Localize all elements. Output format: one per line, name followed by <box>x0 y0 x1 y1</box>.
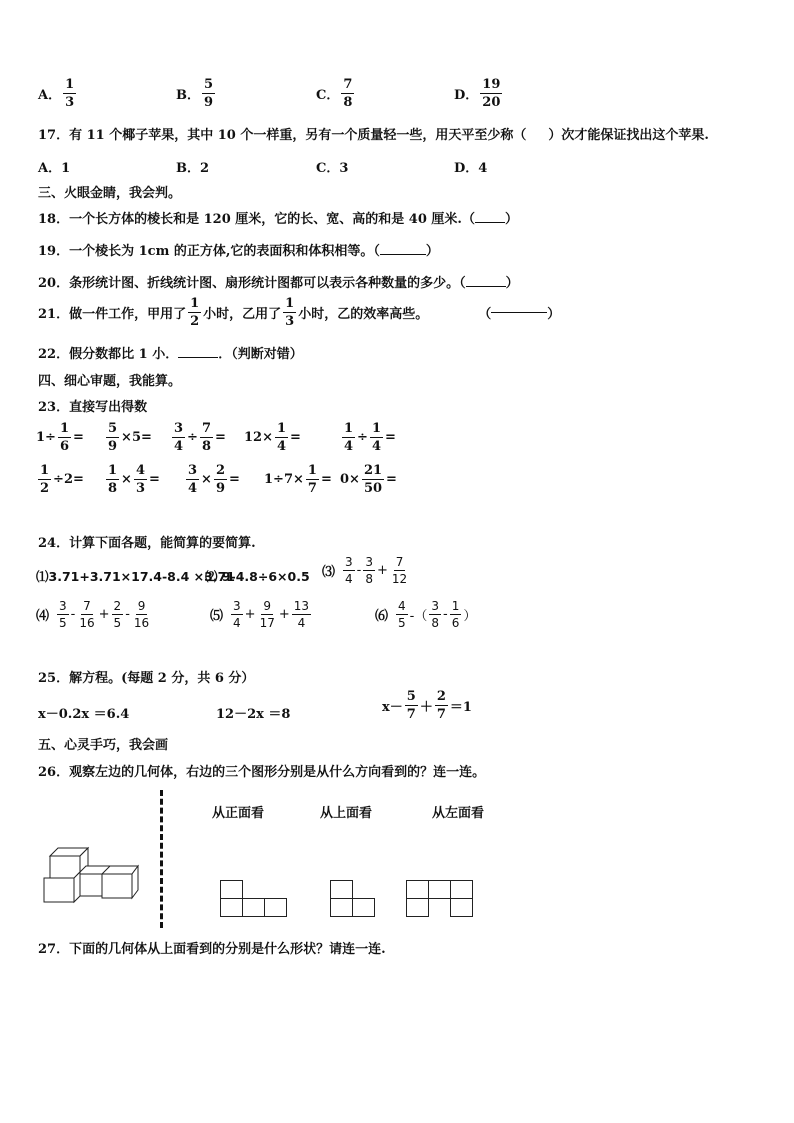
q23-expr: $\frac{1}{8}$ × $\frac{4}{3}$ = <box>108 463 160 496</box>
q24-part-4: ⑷ $\frac{3}{5}$ - $\frac{7}{16}$ + $\frac{2}{5}$ - $\frac{9}{16}$ <box>36 599 150 630</box>
q16-option-a[interactable]: A． $\frac{1}{3}$ <box>38 77 75 110</box>
grid-square <box>242 898 265 917</box>
q23-expr: 0× $\frac{21}{50}$ = <box>340 463 397 496</box>
view-label-left[interactable]: 从左面看 <box>432 806 485 821</box>
q17-option-a[interactable]: A．1 <box>38 161 71 176</box>
fraction: $\frac{7}{8}$ <box>343 77 353 110</box>
grid-square <box>330 880 353 899</box>
q17-option-d[interactable]: D．4 <box>454 161 488 176</box>
q16-option-c[interactable]: C． $\frac{7}{8}$ <box>316 77 353 110</box>
q24-part-6: ⑹ $\frac{4}{5}$ -（ $\frac{3}{8}$ - $\frac{1}{6}$ ） <box>375 599 477 630</box>
answer-blank[interactable] <box>491 312 547 313</box>
q23-expr: $\frac{3}{4}$ × $\frac{2}{9}$ = <box>188 463 240 496</box>
q17-question: 17．有 11 个椰子苹果，其中 10 个一样重，另有一个质量轻一些，用天平至少称（ ）次才能保证找出这个苹果. <box>38 128 709 143</box>
answer-blank[interactable] <box>178 357 218 358</box>
q25-equation-1: x－0.2x ＝6.4 <box>38 707 130 722</box>
answer-blank[interactable] <box>475 222 505 223</box>
q24-part-3: ⑶ $\frac{3}{4}$ - $\frac{3}{8}$ + $\frac{7}{12}$ <box>322 555 408 586</box>
fraction: $\frac{1}{3}$ <box>65 77 75 110</box>
grid-square <box>352 898 375 917</box>
answer-blank[interactable] <box>466 286 506 287</box>
cube-stack-drawing <box>40 842 145 908</box>
q21-question: 21．做一件工作，甲用了 $\frac{1}{2}$ 小时，乙用了 $\frac{1}{3}$ 小时，乙的效率高些。 （ ） <box>38 296 561 329</box>
fraction: $\frac{19}{20}$ <box>482 77 501 110</box>
q22-question: 22．假分数都比 1 小． ．（判断对错） <box>38 347 303 362</box>
q26-title: 26．观察左边的几何体，右边的三个图形分别是从什么方向看到的？连一连。 <box>38 765 486 780</box>
q23-expr: $\frac{3}{4}$ ÷ $\frac{7}{8}$ = <box>174 421 226 454</box>
grid-square <box>406 880 429 899</box>
q23-title: 23．直接写出得数 <box>38 400 148 415</box>
fraction: $\frac{1}{2}$ <box>190 296 200 329</box>
q25-equation-2: 12－2x ＝8 <box>216 707 291 722</box>
grid-square <box>330 898 353 917</box>
q23-expr: $\frac{1}{4}$ ÷ $\frac{1}{4}$ = <box>344 421 396 454</box>
section-heading-4: 四、细心审题，我能算。 <box>38 374 182 389</box>
fraction: $\frac{1}{3}$ <box>285 296 295 329</box>
grid-square <box>220 898 243 917</box>
q19-question: 19．一个棱长为 1cm 的正方体,它的表面积和体积相等。（ ） <box>38 244 439 259</box>
answer-blank[interactable] <box>380 254 426 255</box>
q24-part-5: ⑸ $\frac{3}{4}$ + $\frac{9}{17}$ + $\frac{13}{4}$ <box>210 599 310 630</box>
q23-expr: 1÷7× $\frac{1}{7}$ = <box>264 463 332 496</box>
grid-square <box>406 898 429 917</box>
q20-question: 20．条形统计图、折线统计图、扇形统计图都可以表示各种数量的多少。（ ） <box>38 276 519 291</box>
grid-square <box>450 898 473 917</box>
grid-square <box>220 880 243 899</box>
q17-option-b[interactable]: B．2 <box>176 161 210 176</box>
q23-expr: $\frac{5}{9}$ ×5= <box>108 421 152 454</box>
section-heading-3: 三、火眼金睛，我会判。 <box>38 186 182 201</box>
grid-square <box>450 880 473 899</box>
q24-title: 24．计算下面各题，能简算的要简算. <box>38 536 256 551</box>
q24-part-2: ⑵ 9-4.8÷6×0.5 <box>205 569 310 584</box>
q18-question: 18．一个长方体的棱长和是 120 厘米，它的长、宽、高的和是 40 厘米.（ ） <box>38 212 518 227</box>
grid-square <box>428 880 451 899</box>
q25-equation-3: x－ $\frac{5}{7}$ ＋ $\frac{2}{7}$ ＝1 <box>382 689 472 722</box>
view-label-top[interactable]: 从上面看 <box>320 806 373 821</box>
q27-title: 27．下面的几何体从上面看到的分别是什么形状？请连一连. <box>38 942 386 957</box>
divider-dashed-line <box>160 790 163 928</box>
q16-option-d[interactable]: D． $\frac{19}{20}$ <box>454 77 501 110</box>
q16-option-b[interactable]: B． $\frac{5}{9}$ <box>176 77 214 110</box>
q23-expr: 1÷ $\frac{1}{6}$ = <box>36 421 84 454</box>
q23-expr: 12× $\frac{1}{4}$ = <box>244 421 301 454</box>
fraction: $\frac{5}{9}$ <box>204 77 214 110</box>
q24-part-1: ⑴3.71+3.71×17.4-8.4 ×3.71 <box>36 569 235 584</box>
view-label-front[interactable]: 从正面看 <box>212 806 265 821</box>
grid-square <box>264 898 287 917</box>
q17-option-c[interactable]: C．3 <box>316 161 349 176</box>
section-heading-5: 五、心灵手巧，我会画 <box>38 738 169 753</box>
q23-expr: $\frac{1}{2}$ ÷2= <box>40 463 84 496</box>
q25-title: 25．解方程。(每题 2 分，共 6 分） <box>38 671 255 686</box>
